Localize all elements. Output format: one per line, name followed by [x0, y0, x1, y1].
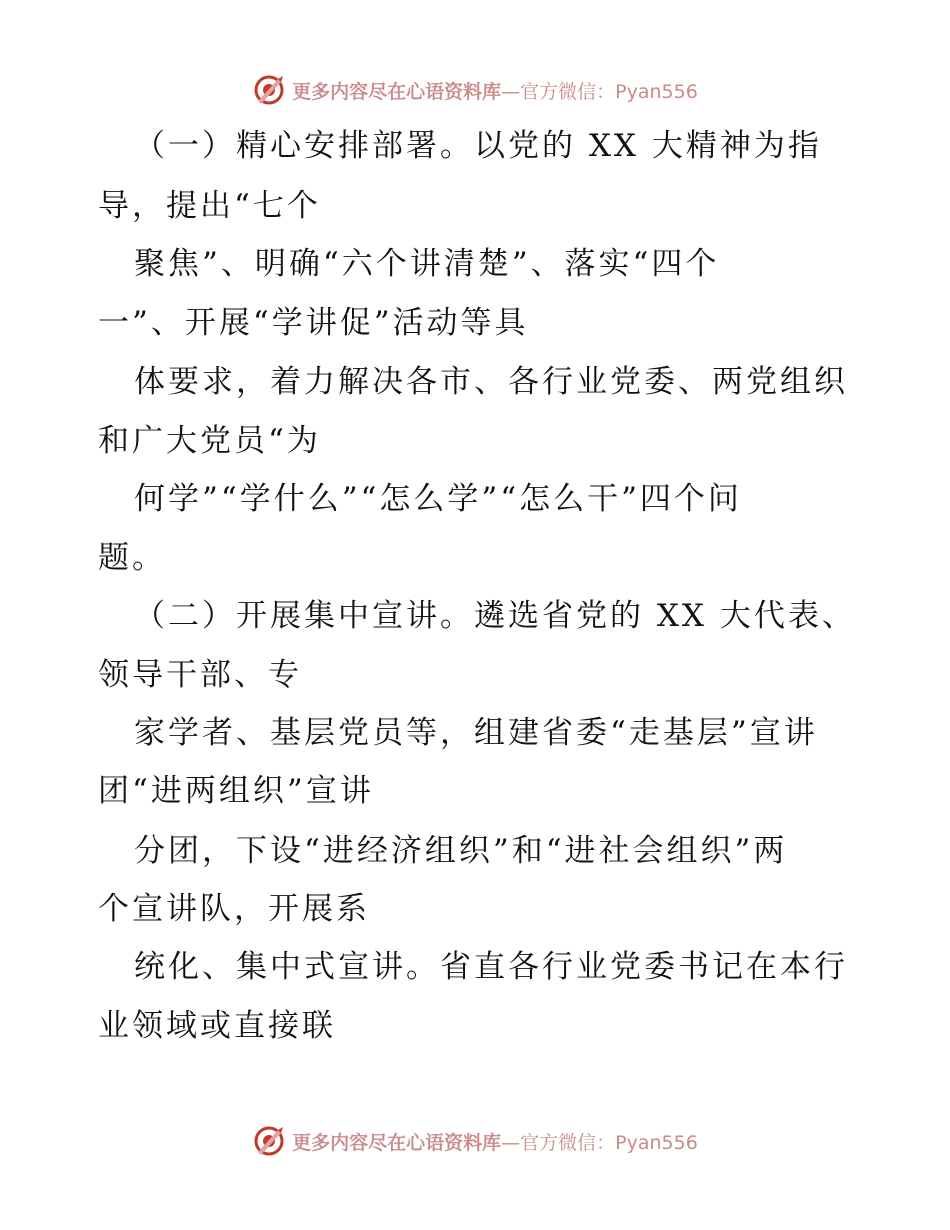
header-banner-wechat: 官方微信：Pyan556 — [520, 80, 698, 103]
body-line-15: 统化、集中式宣讲。省直各行业党委书记在本行 — [134, 949, 848, 985]
body-line-14: 个宣讲队，开展系 — [98, 891, 370, 927]
body-line-9: （二）开展集中宣讲。遴选省党的 XX 大代表、 — [134, 598, 856, 634]
body-line-10: 领导干部、专 — [98, 657, 302, 693]
body-line-2: 导，提出“七个 — [98, 188, 321, 224]
footer-banner-separator: — — [501, 1131, 521, 1154]
body-line-4: 一”、开展“学讲促”活动等具 — [98, 305, 529, 341]
body-line-16: 业领域或直接联 — [98, 1008, 336, 1044]
footer-banner-text — [292, 1128, 698, 1155]
quill-pen-logo-icon — [252, 1124, 286, 1158]
header-banner-lead: 更多内容尽在心语资料库 — [292, 80, 502, 103]
body-line-6: 和广大党员“为 — [98, 423, 321, 459]
body-line-7: 何学”“学什么”“怎么学”“怎么干”四个问 — [134, 481, 742, 517]
body-line-13: 分团，下设“进经济组织”和“进社会组织”两 — [134, 833, 788, 869]
footer-banner — [0, 1121, 950, 1161]
body-line-8: 题。 — [98, 540, 166, 576]
body-line-5: 体要求，着力解决各市、各行业党委、两党组织 — [134, 364, 848, 400]
header-banner-separator: — — [501, 80, 521, 103]
footer-banner-lead: 更多内容尽在心语资料库 — [292, 1131, 502, 1154]
footer-banner-wechat: 官方微信：Pyan556 — [520, 1131, 698, 1154]
body-line-1: （一）精心安排部署。以党的 XX 大精神为指 — [134, 128, 822, 164]
footer-banner-content — [252, 1124, 698, 1158]
body-line-3: 聚焦”、明确“六个讲清楚”、落实“四个 — [134, 246, 720, 282]
body-line-12: 团“进两组织”宣讲 — [98, 773, 374, 809]
body-line-11: 家学者、基层党员等，组建省委“走基层”宣讲 — [134, 715, 818, 751]
